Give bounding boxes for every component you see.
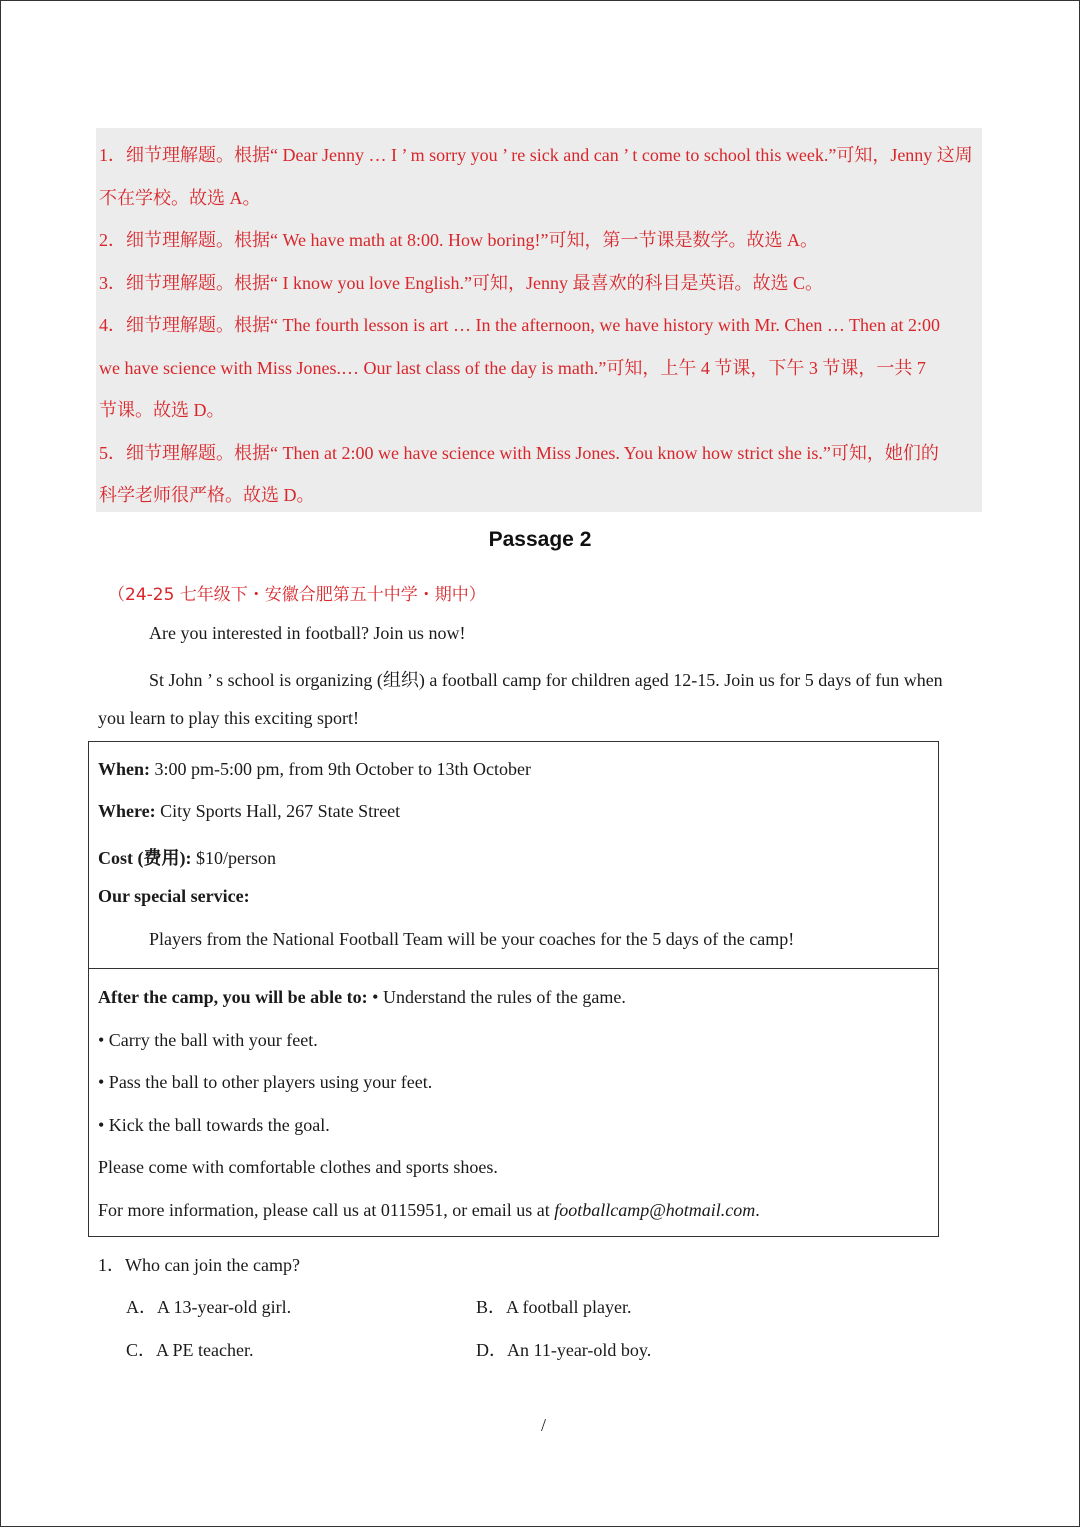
answer-line: 科学老师很严格。故选 D。 [99,485,315,505]
answer-line: we have science with Miss Jones.… Our last class of the day is math.”可知，上午 4 节课，下午 3 节课，一共 7 [99,358,926,378]
intro-line: Are you interested in football? Join us now! [149,623,466,643]
bullet-item: • Carry the ball with your feet. [98,1030,318,1050]
question-stem: 1．Who can join the camp? [98,1255,300,1275]
answer-line: 4．细节理解题。根据“ The fourth lesson is art … In the afternoon, we have history with Mr. Chen … Then at 2:00 [99,315,941,335]
when-label: When: [98,759,151,779]
camp-skills-box [88,968,939,1237]
cost-value: $10/person [191,848,276,868]
after-label: After the camp, you will be able to: [98,987,368,1007]
service-text: Players from the National Football Team will be your coaches for the 5 days of the camp! [149,929,795,949]
clothes-note: Please come with comfortable clothes and sports shoes. [98,1157,498,1177]
option-a: A．A 13-year-old girl. [126,1297,292,1317]
passage-source: （24-25 七年级下・安徽合肥第五十中学・期中） [108,585,486,605]
option-b: B．A football player. [476,1297,632,1317]
bullet-item: • Pass the ball to other players using your feet. [98,1072,433,1092]
answer-line: 节课。故选 D。 [99,400,225,420]
intro-line: you learn to play this exciting sport! [98,708,359,728]
service-row [98,886,250,907]
contact-text: For more information, please call us at 0115951, or email us at [98,1200,555,1220]
when-value: 3:00 pm-5:00 pm, from 9th October to 13th October [150,759,531,779]
email-link[interactable]: footballcamp@hotmail.com [554,1200,756,1220]
where-label: Where: [98,801,156,821]
contact-row [98,1200,760,1221]
after-row [98,987,626,1008]
answer-line: 1．细节理解题。根据“ Dear Jenny … I ’ m sorry you ’ re sick and can ’ t come to school this week.”可知，Jenny 这周 [99,145,973,165]
answer-line: 3．细节理解题。根据“ I know you love English.”可知，Jenny 最喜欢的科目是英语。故选 C。 [99,273,823,293]
page-footer: / [541,1415,547,1435]
where-row [98,801,400,822]
option-d: D．An 11-year-old boy. [476,1340,652,1360]
option-c: C．A PE teacher. [126,1340,254,1360]
answer-line: 不在学校。故选 A。 [99,188,261,208]
cost-label: Cost (费用): [98,848,192,868]
after-first-bullet: • Understand the rules of the game. [367,987,626,1007]
contact-suffix: . [755,1200,760,1220]
when-row [98,759,531,780]
answer-line: 2．细节理解题。根据“ We have math at 8:00. How boring!”可知，第一节课是数学。故选 A。 [99,230,818,250]
bullet-item: • Kick the ball towards the goal. [98,1115,330,1135]
passage-title: Passage 2 [488,528,592,551]
where-value: City Sports Hall, 267 State Street [155,801,401,821]
service-label: Our special service: [98,886,250,906]
cost-row [98,844,276,870]
intro-line: St John ’ s school is organizing (组织) a football camp for children aged 12-15. Join us for 5 days of fun when [149,670,943,690]
answer-line: 5．细节理解题。根据“ Then at 2:00 we have science with Miss Jones. You know how strict she is.”可知，她们的 [99,443,939,463]
